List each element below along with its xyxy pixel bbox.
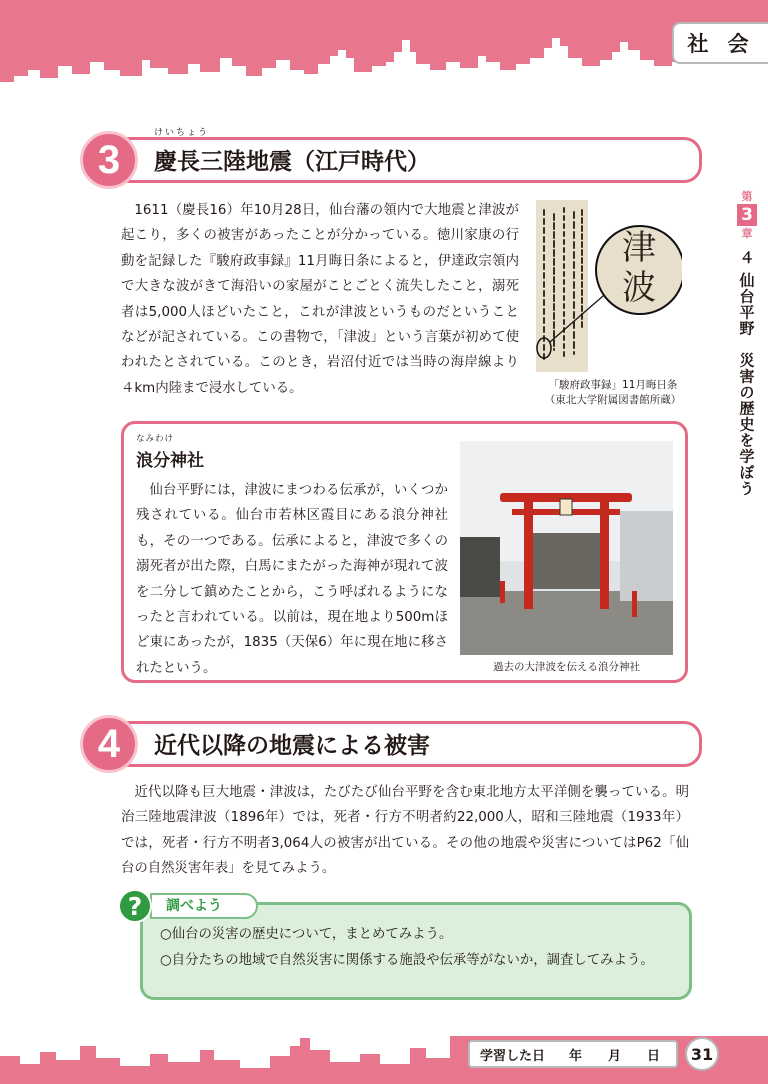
research-item-1: ○仙台の災害の歴史について，まとめてみよう。 — [160, 927, 453, 942]
shrine-paragraph: 仙台平野には，津波にまつわる伝承が，いくつか残されている。仙台市若林区霞目にある浪分神社も，その一つである。伝承によると，津波で多くの溺死者が出た際，白馬にまたがった海神が現れて波を二分して鎮めたことから，こう呼ばれるようになったと言われている。以前は，現在地より500mほど東にあったが，1835（天保6）年に現在地に移されたという。 — [136, 483, 448, 676]
shrine-photo-caption: 過去の大津波を伝える浪分神社 — [493, 661, 640, 673]
torii-photo — [460, 441, 673, 655]
question-icon: ? — [118, 889, 152, 923]
section-4-title: 近代以降の地震による被害 — [154, 733, 430, 759]
study-date-day: 日 — [647, 1048, 661, 1064]
section-label: ４ 仙台平野 災害の歴史を学ぼう — [737, 250, 756, 497]
research-item-2: ○自分たちの地域で自然災害に関係する施設や伝承等がないか，調査してみよう。 — [160, 953, 654, 968]
section-3-heading — [80, 128, 702, 189]
city-skyline-banner — [0, 0, 768, 90]
section-4-paragraph: 近代以降も巨大地震・津波は，たびたび仙台平野を含む東北地方太平洋側を襲っている。明治三陸地震津波（1896年）では，死者・行方不明者約22,000人，昭和三陸地震（1933年）では，死者・行方不明者3,064人の被害が出ている。その他の地震や災害についてはP62「仙台の自然災害年表」を見てみよう。 — [121, 785, 689, 877]
shrine-photo — [460, 441, 673, 655]
study-date-year: 年 — [569, 1048, 583, 1064]
subject-label: 社 会 — [672, 22, 768, 64]
document-caption-line1: 「駿府政事録」11月晦日条 — [548, 379, 678, 391]
section-4-heading — [80, 715, 702, 773]
research-label: 調べよう — [150, 893, 258, 919]
document-caption-line2: （東北大学附属図書館所蔵） — [544, 394, 682, 406]
section-3-title: 慶長三陸地震（江戸時代） — [154, 149, 430, 175]
chapter-side-tab — [733, 190, 761, 496]
historical-record-image — [536, 200, 682, 372]
section-3-ruby: けいちょう — [154, 128, 210, 138]
section-3-paragraph: 1611（慶長16）年10月28日，仙台藩の領内で大地震と津波が起こり，多くの被害があったことが分かっている。徳川家康の行動を記録した『駿府政事録』11月晦日条によると，伊達政宗領内で大きな波がきて海沿いの家屋がことごとく流失したこと，溺死者は5,000人ほどいたこと，これが津波というものだということなどが記されている。この書物で，「津波」という言葉が初めて使われたとされている。このとき，岩沼付近では当時の海岸線より４km内陸まで浸水している。 — [121, 203, 519, 396]
study-date-field — [468, 1040, 678, 1068]
study-date-label: 学習した日 — [480, 1048, 546, 1064]
chapter-prefix: 第 — [741, 190, 753, 203]
shrine-ruby: なみわけ — [136, 434, 175, 444]
page-header — [0, 0, 768, 90]
zoomed-tsunami-text: 津波 — [622, 228, 656, 308]
page-number: 31 — [685, 1037, 719, 1071]
shrine-title: 浪分神社 — [136, 451, 204, 471]
section-3-number: 3 — [80, 131, 138, 189]
section-4-number: 4 — [80, 715, 138, 773]
document-image — [536, 200, 682, 372]
study-date-month: 月 — [608, 1048, 622, 1064]
chapter-suffix: 章 — [741, 227, 753, 240]
chapter-number: 3 — [737, 204, 757, 226]
